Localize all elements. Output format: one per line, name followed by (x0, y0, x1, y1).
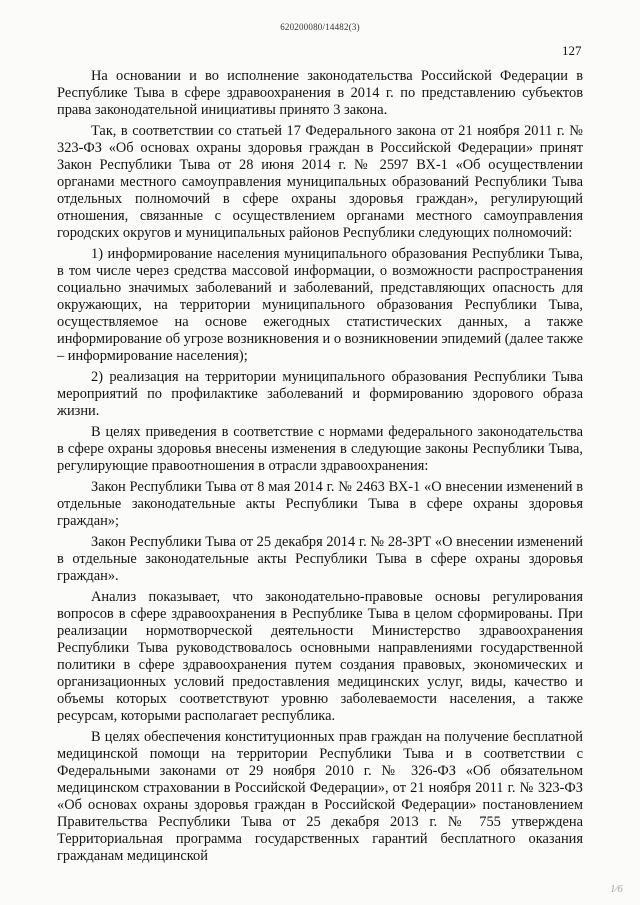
paragraph-item-1: 1) информирование населения муниципального образования Республики Тыва, в том числе через средства массовой информации, о возможности распространения социально значимых заболеваний и заболеваний, представляющих опасность для окружающих, на территории муниципального образования Республики Тыва, осуществляемое на основе ежегодных статистических данных, а также информирование об угрозе возникновения и о возникновении эпидемий (далее также – информирование населения); (57, 246, 583, 364)
paragraph-item-2: 2) реализация на территории муниципального образования Республики Тыва мероприятий по профилактике заболеваний и формированию здорового образа жизни. (57, 369, 583, 419)
paragraph-intro: На основании и во исполнение законодательства Российской Федерации в Республике Тыва в сфере здравоохранения в 2014 г. по представлению субъектов права законодательной инициативы принято 3 закона. (57, 68, 583, 118)
paragraph-analysis: Анализ показывает, что законодательно-правовые основы регулирования вопросов в сфере здравоохранения в Республике Тыва в целом сформированы. При реализации нормотворческой деятельности Министерство здравоохранения Республики Тыва руководствовалось основными направлениями государственной политики в сфере здравоохранения путем создания правовых, экономических и организационных условий предоставления медицинских услуг, виды, качество и объемы которых соответствуют уровню заболеваемости населения, а также ресурсам, которыми располагает республика. (57, 589, 583, 724)
paragraph-law-2597: Так, в соответствии со статьей 17 Федерального закона от 21 ноября 2011 г. № 323-ФЗ «Об основах охраны здоровья граждан в Российской Федерации» принят Закон Республики Тыва от 28 июня 2014 г. № 2597 ВХ-1 «Об осуществлении органами местного самоуправления муниципальных образований Республики Тыва отдельных полномочий в сфере охраны здоровья граждан», регулирующий отношения, связанные с осуществлением органами местного самоуправления городских округов и муниципальных районов Республики следующих полномочий: (57, 123, 583, 241)
paragraph-program: В целях обеспечения конституционных прав граждан на получение бесплатной медицинской помощи на территории Республики Тыва и в соответствии с Федеральными законами от 29 ноября 2010 г. № 326-ФЗ «Об обязательном медицинском страховании в Российской Федерации», от 21 ноября 2011 г. № 323-ФЗ «Об основах охраны здоровья граждан в Российской Федерации» постановлением Правительства Республики Тыва от 25 декабря 2013 г. № 755 утверждена Территориальная программа государственных гарантий бесплатного оказания гражданам медицинской (57, 729, 583, 864)
paragraph-law-2463: Закон Республики Тыва от 8 мая 2014 г. № 2463 ВХ-1 «О внесении изменений в отдельные законодательные акты Республики Тыва в сфере охраны здоровья граждан»; (57, 479, 583, 529)
page-number: 127 (562, 43, 582, 58)
paragraph-law-28: Закон Республики Тыва от 25 декабря 2014 г. № 28-ЗРТ «О внесении изменений в отдельные законодательные акты Республики Тыва в сфере охраны здоровья граждан». (57, 534, 583, 584)
paragraph-amendments: В целях приведения в соответствие с нормами федерального законодательства в сфере охраны здоровья внесены изменения в следующие законы Республики Тыва, регулирующие правоотношения в отрасли здравоохранения: (57, 424, 583, 474)
document-number: 620200080/14482(3) (280, 22, 360, 32)
corner-handwritten-mark: 1⁄6 (610, 883, 623, 895)
document-body (57, 68, 583, 869)
